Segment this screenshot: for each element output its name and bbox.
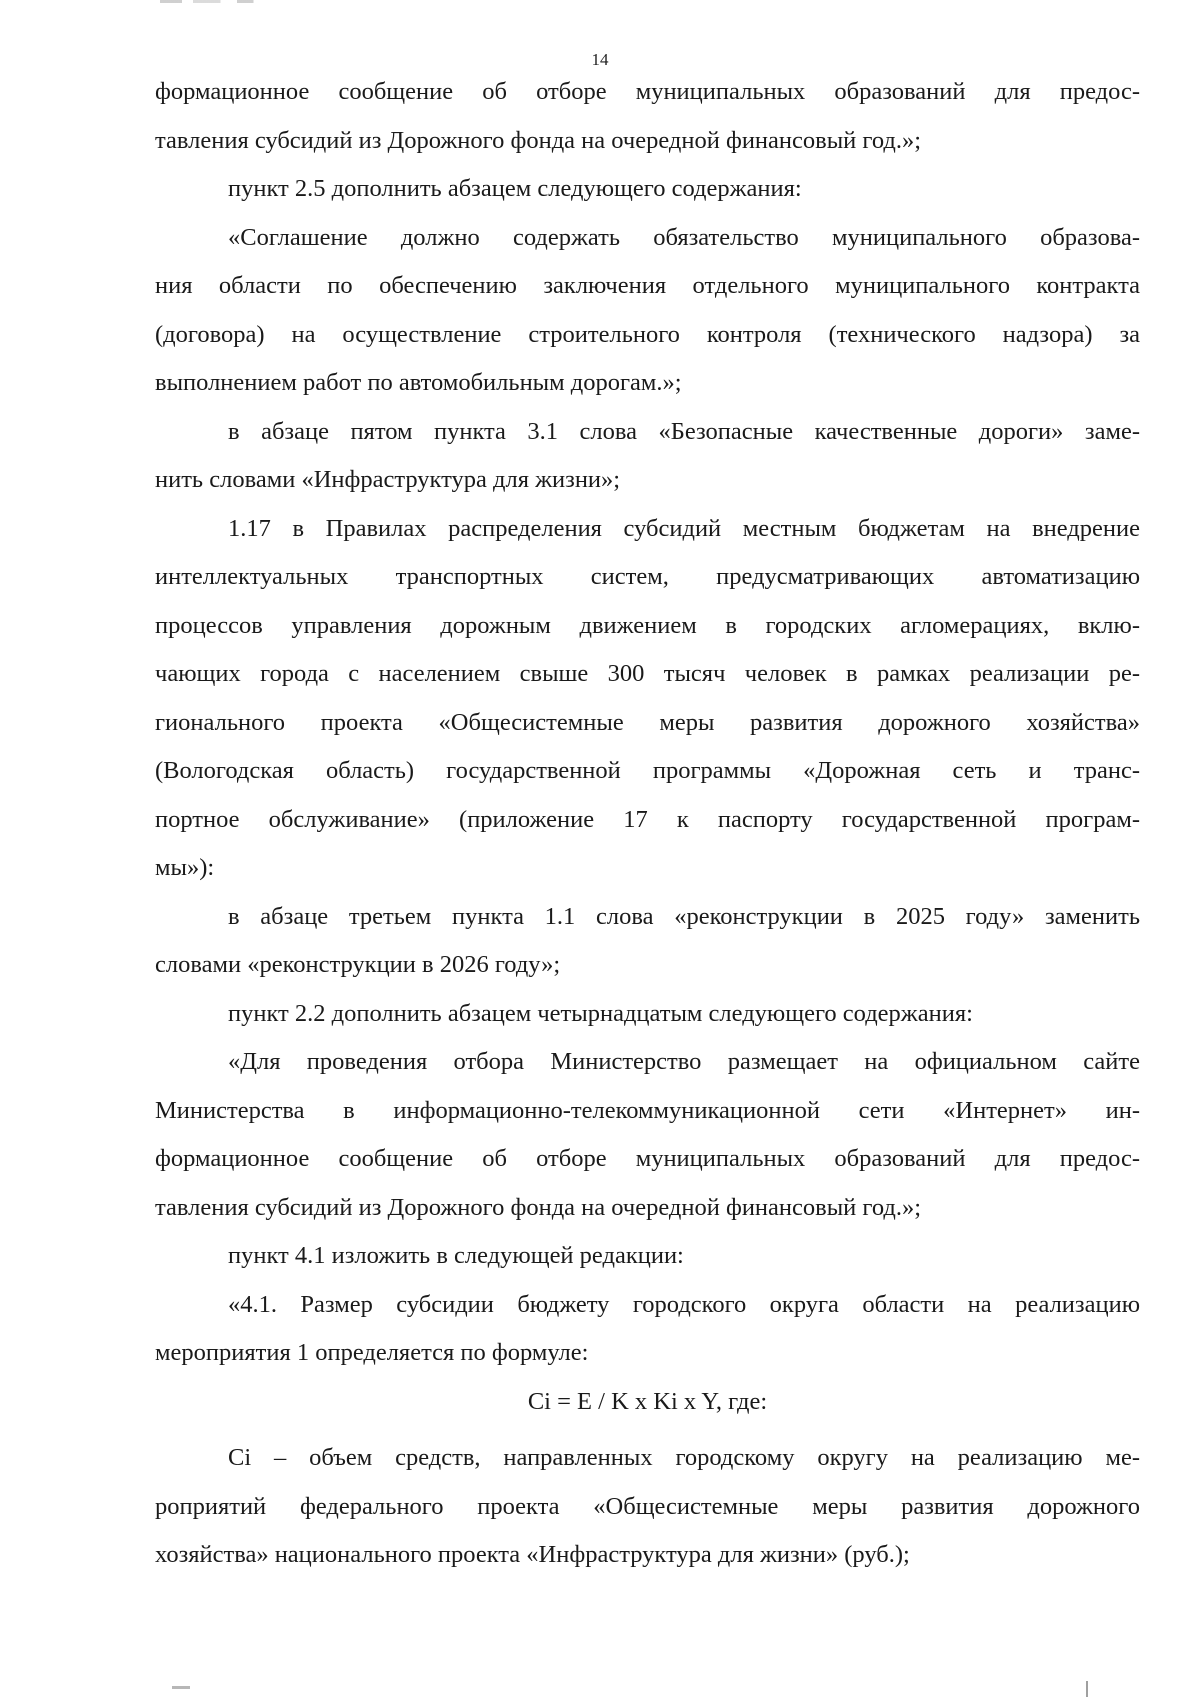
text-line: мы»): <box>155 854 215 881</box>
text-line: пункт 2.5 дополнить абзацем следующего содержания: <box>228 175 802 202</box>
text-line: формационное сообщение об отборе муниципальных образований для предос- <box>155 1145 1140 1172</box>
text-line: выполнением работ по автомобильным дорогам.»; <box>155 369 682 396</box>
text-line: тавления субсидий из Дорожного фонда на очередной финансовый год.»; <box>155 126 922 154</box>
text-line: ния области по обеспечению заключения отдельного муниципального контракта <box>155 272 1140 299</box>
text-line: в абзаце пятом пункта 3.1 слова «Безопасные качественные дороги» заме- <box>228 417 1140 445</box>
document-body <box>155 68 1140 1580</box>
text-line: гионального проекта «Общесистемные меры развития дорожного хозяйства» <box>155 708 1140 736</box>
text-line: Ci – объем средств, направленных городскому округу на реализацию ме- <box>228 1444 1140 1471</box>
text-line: хозяйства» национального проекта «Инфраструктура для жизни» (руб.); <box>155 1541 910 1568</box>
text-line: «4.1. Размер субсидии бюджету городского округа области на реализацию <box>228 1290 1140 1318</box>
text-line: пункт 4.1 изложить в следующей редакции: <box>228 1242 684 1269</box>
scan-artifact-bottom-left <box>172 1686 190 1689</box>
text-line: портное обслуживание» (приложение 17 к паспорту государственной програм- <box>155 805 1140 833</box>
text-line: нить словами «Инфраструктура для жизни»; <box>155 466 621 493</box>
scan-artifact-top <box>160 0 270 3</box>
text-line: словами «реконструкции в 2026 году»; <box>155 951 561 978</box>
text-line: 1.17 в Правилах распределения субсидий местным бюджетам на внедрение <box>228 514 1140 542</box>
text-line: (Вологодская область) государственной программы «Дорожная сеть и транс- <box>155 757 1140 784</box>
text-line: мероприятия 1 определяется по формуле: <box>155 1339 589 1366</box>
text-line: процессов управления дорожным движением в городских агломерациях, вклю- <box>155 611 1140 639</box>
text-line: «Соглашение должно содержать обязательство муниципального образова- <box>228 223 1140 251</box>
text-line: чающих города с населением свыше 300 тысяч человек в рамках реализации ре- <box>155 660 1140 687</box>
text-line: тавления субсидий из Дорожного фонда на очередной финансовый год.»; <box>155 1193 922 1221</box>
formula: Ci = E / K x Ki x Y, где: <box>527 1387 768 1415</box>
text-line: (договора) на осуществление строительного контроля (технического надзора) за <box>155 320 1140 348</box>
spacer <box>155 1426 1140 1434</box>
text-line: формационное сообщение об отборе муниципальных образований для предос- <box>155 78 1140 105</box>
text-line: в абзаце третьем пункта 1.1 слова «реконструкции в 2025 году» заменить <box>228 902 1140 930</box>
text-line: интеллектуальных транспортных систем, предусматривающих автоматизацию <box>155 563 1140 590</box>
text-line: Министерства в информационно-телекоммуникационной сети «Интернет» ин- <box>155 1096 1140 1124</box>
text-line: пункт 2.2 дополнить абзацем четырнадцатым следующего содержания: <box>228 999 973 1027</box>
text-line: роприятий федерального проекта «Общесистемные меры развития дорожного <box>155 1492 1140 1520</box>
text-line: «Для проведения отбора Министерство размещает на официальном сайте <box>228 1048 1140 1075</box>
scan-artifact-bottom-right <box>1086 1681 1088 1697</box>
page-number: 14 <box>591 50 609 69</box>
